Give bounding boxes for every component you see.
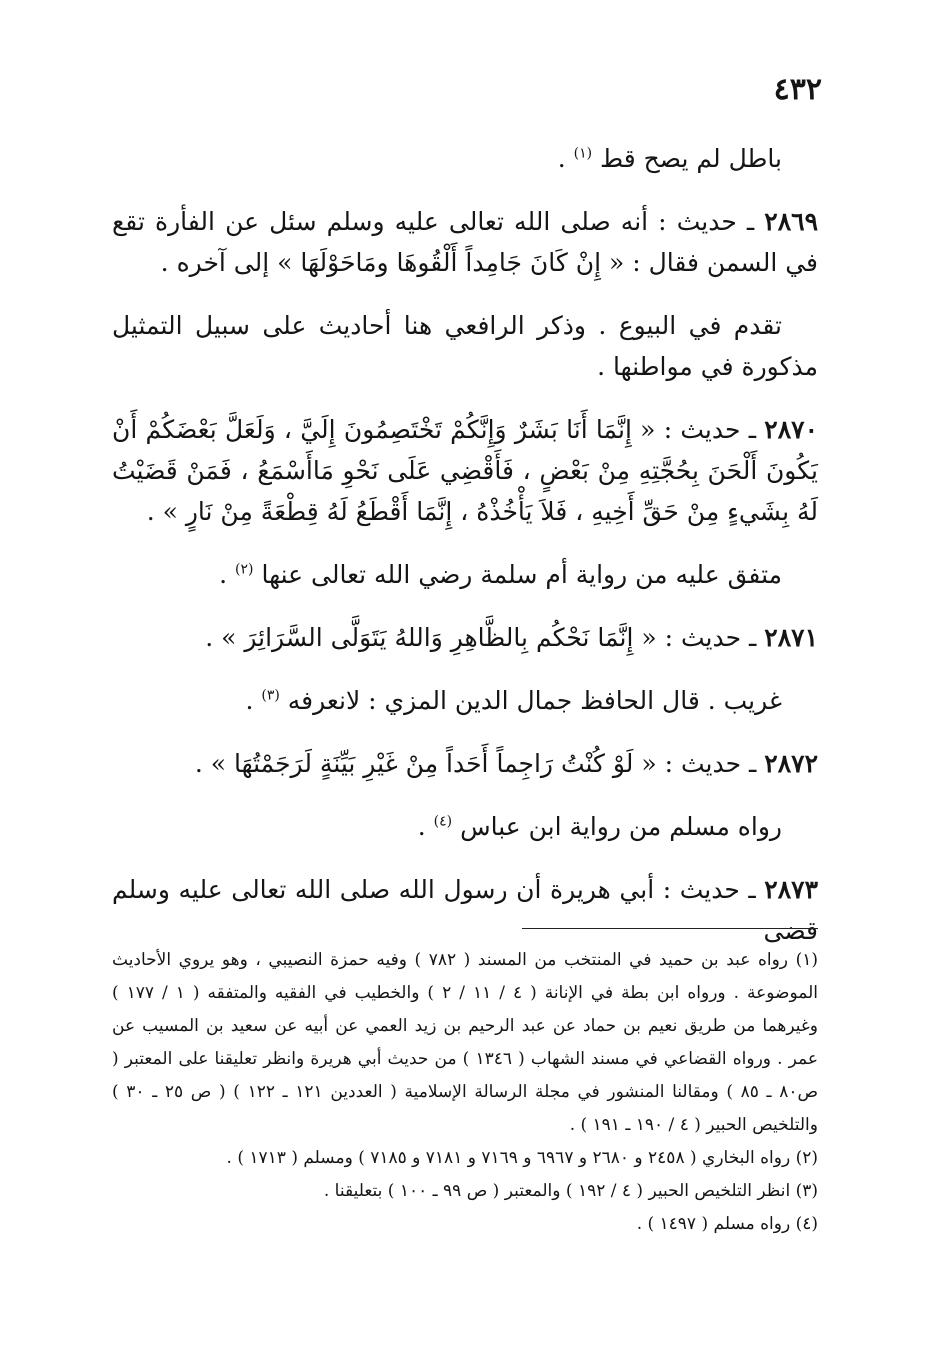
paragraph-text: تقدم في البيوع . وذكر الرافعي هنا أحاديث على سبيل التمثيل مذكورة في مواطنها . (112, 311, 818, 381)
footnote-ref: (١) (573, 145, 593, 162)
footnote-text: رواه مسلم ( ١٤٩٧ ) . (636, 1214, 796, 1234)
footnote-number: (٣) (795, 1181, 818, 1201)
paragraph-commentary (112, 305, 818, 387)
footnote-text: رواه عبد بن حميد في المنتخب من المسند ( ٧٨٢ ) وفيه حمزة النصيبي ، وهو يروي الأحاديث الموضوعة . ورواه ابن بطة في الإنانة ( ٤ / ١١ / ٢ ) والخطيب في الفقيه والمتفقه ( ١ / ١٧٧ ) وغيرهما من طريق نعيم بن حماد عن عبد الرحيم بن زيد العمي عن أبيه عن سعيد بن المسيب عن عمر . ورواه القضاعي في مسند الشهاب ( ١٣٤٦ ) من حديث أبي هريرة وانظر تعليقنا على المعتبر ( ص٨٠ ـ ٨٥ ) ومقالنا المنشور في مجلة الرسالة الإسلامية ( العددين ١٢١ ـ ١٢٢ ) ( ص ٢٥ ـ ٣٠ ) والتلخيص الحبير ( ٤ / ١٩٠ ـ ١٩١ ) . (112, 950, 819, 1135)
footnote-4 (112, 1208, 818, 1241)
hadith-2872 (112, 743, 818, 784)
hadith-text: ـ حديث : « إِنَّمَا نَحْكُم بِالظَّاهِرِ وَاللهُ يَتَوَلَّى السَّرَائِرَ » . (205, 623, 765, 652)
hadith-number: ٢٨٧١ (764, 623, 818, 652)
paragraph-tail: . (557, 144, 574, 173)
footnote-1 (112, 944, 818, 1142)
paragraph-text: متفق عليه من رواية أم سلمة رضي الله تعالى عنها (261, 560, 782, 589)
footnote-text: انظر التلخيص الحبير ( ٤ / ١٩٢ ) والمعتبر ( ص ٩٩ ـ ١٠٠ ) بتعليقنا . (323, 1181, 796, 1201)
hadith-text: ـ حديث : أنه صلى الله تعالى عليه وسلم سئل عن الفأرة تقع في السمن فقال : « إِنْ كَانَ جَامِداً أَلْقُوهَا ومَاحَوْلَهَا » إلى آخره . (112, 207, 818, 277)
page-number: ٤٣٢ (773, 72, 822, 107)
hadith-2869 (112, 201, 818, 283)
footnote-text: رواه البخاري ( ٢٤٥٨ و ٢٦٨٠ و ٦٩٦٧ و ٧١٦٩ و ٧١٨١ و ٧١٨٥ ) ومسلم ( ١٧١٣ ) . (226, 1148, 796, 1168)
hadith-text: ـ حديث : أبي هريرة أن رسول الله صلى الله تعالى عليه وسلم قضى (112, 875, 818, 945)
footnote-number: (٤) (795, 1214, 818, 1234)
hadith-text: ـ حديث : « لَوْ كُنْتُ رَاجِماً أَحَداً مِنْ غَيْرِ بَيِّنَةٍ لَرَجَمْتُهَا » . (194, 749, 765, 778)
footnotes (112, 944, 818, 1241)
hadith-number: ٢٨٧٣ (764, 875, 818, 904)
paragraph-grading (112, 680, 818, 721)
footnote-divider (522, 928, 818, 929)
paragraph-text: باطل لم يصح قط (600, 144, 782, 173)
footnote-number: (٢) (795, 1148, 818, 1168)
main-text (112, 138, 818, 973)
footnote-2 (112, 1142, 818, 1175)
footnote-ref: (٤) (433, 813, 453, 830)
paragraph-text: غريب . قال الحافظ جمال الدين المزي : لانعرفه (287, 686, 782, 715)
footnote-ref: (٣) (261, 687, 280, 704)
paragraph-text: رواه مسلم من رواية ابن عباس (460, 812, 782, 841)
hadith-2871 (112, 617, 818, 658)
hadith-number: ٢٨٦٩ (764, 207, 818, 236)
paragraph-tail: . (219, 560, 236, 589)
paragraph-tail: . (245, 686, 262, 715)
hadith-text: ـ حديث : « إِنَّمَا أَنَا بَشَرٌ وَإِنَّكُمْ تَخْتَصِمُونَ إِلَيَّ ، وَلَعَلَّ بَعْضَكُمْ أَنْ يَكُونَ أَلْحَنَ بِحُجَّتِهِ مِنْ بَعْضٍ ، فَأَقْضِي عَلَى نَحْوِ مَاأَسْمَعُ ، فَمَنْ قَضَيْتُ لَهُ بِشَيءٍ مِنْ حَقِّ أَخِيهِ ، فَلاَ يَأْخُذْهُ ، إِنَّمَا أَقْطَعُ لَهُ قِطْعَةً مِنْ نَارٍ » . (112, 415, 818, 526)
hadith-2873 (112, 869, 818, 951)
footnote-number: (١) (795, 950, 818, 970)
footnote-3 (112, 1175, 818, 1208)
hadith-number: ٢٨٧٢ (764, 749, 818, 778)
hadith-2870 (112, 409, 818, 532)
paragraph-source (112, 806, 818, 847)
paragraph-source (112, 554, 818, 595)
paragraph-tail: . (417, 812, 434, 841)
hadith-number: ٢٨٧٠ (764, 415, 818, 444)
paragraph-continuation (112, 138, 818, 179)
footnote-ref: (٢) (235, 561, 254, 578)
